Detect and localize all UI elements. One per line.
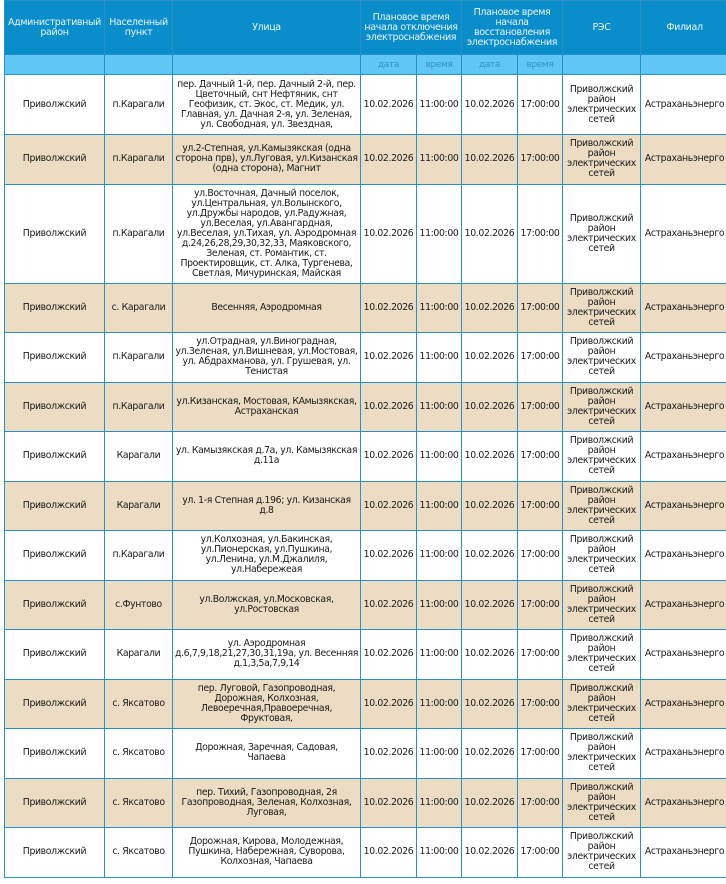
table-header (5, 1, 726, 75)
cell-end-time: 17:00:00 (518, 828, 563, 878)
cell-end-date: 10.02.2026 (462, 481, 518, 531)
cell-locality: Карагали (105, 630, 173, 680)
subheader-empty (563, 55, 641, 75)
cell-locality: с. Яксатово (105, 778, 173, 828)
cell-locality: с.Фунтово (105, 580, 173, 630)
cell-end-time: 17:00:00 (518, 679, 563, 729)
cell-branch: Астраханьэнерго (641, 630, 726, 680)
cell-locality: п.Карагали (105, 135, 173, 185)
cell-branch: Астраханьэнерго (641, 828, 726, 878)
cell-res: Приволжский район электрических сетей (563, 679, 641, 729)
cell-start-date: 10.02.2026 (361, 432, 417, 482)
cell-start-time: 11:00:00 (417, 283, 462, 333)
cell-locality: Карагали (105, 432, 173, 482)
cell-res: Приволжский район электрических сетей (563, 135, 641, 185)
cell-street: ул. 1-я Степная д.196; ул. Кизанская д.8 (173, 481, 361, 531)
cell-start-time: 11:00:00 (417, 432, 462, 482)
table-row (5, 135, 726, 185)
cell-street: пер. Луговой, Газопроводная, Дорожная, Колхозная, Левоеречная,Правоеречная, Фруктовая, (173, 679, 361, 729)
cell-branch: Астраханьэнерго (641, 481, 726, 531)
cell-end-time: 17:00:00 (518, 481, 563, 531)
header-row (5, 1, 726, 55)
subheader-start-time: время (417, 55, 462, 75)
cell-start-time: 11:00:00 (417, 382, 462, 432)
table-row (5, 679, 726, 729)
cell-branch: Астраханьэнерго (641, 432, 726, 482)
cell-start-time: 11:00:00 (417, 778, 462, 828)
cell-end-time: 17:00:00 (518, 382, 563, 432)
table-row (5, 828, 726, 878)
cell-branch: Астраханьэнерго (641, 531, 726, 581)
cell-start-time: 11:00:00 (417, 75, 462, 135)
cell-start-date: 10.02.2026 (361, 283, 417, 333)
subheader-empty (641, 55, 726, 75)
cell-district: Приволжский (5, 679, 105, 729)
cell-district: Приволжский (5, 135, 105, 185)
cell-end-date: 10.02.2026 (462, 283, 518, 333)
cell-start-date: 10.02.2026 (361, 333, 417, 383)
cell-district: Приволжский (5, 778, 105, 828)
cell-street: ул. Аэродромная д.6,7,9,18,21,27,30,31,19а, ул. Весенняя д.1,3,5а,7,9,14 (173, 630, 361, 680)
cell-start-date: 10.02.2026 (361, 531, 417, 581)
cell-locality: Карагали (105, 481, 173, 531)
cell-end-date: 10.02.2026 (462, 432, 518, 482)
cell-branch: Астраханьэнерго (641, 333, 726, 383)
cell-start-date: 10.02.2026 (361, 729, 417, 779)
header-locality: Населенный пункт (105, 1, 173, 55)
cell-district: Приволжский (5, 580, 105, 630)
cell-end-date: 10.02.2026 (462, 333, 518, 383)
cell-start-date: 10.02.2026 (361, 580, 417, 630)
subheader-empty (5, 55, 105, 75)
cell-end-time: 17:00:00 (518, 283, 563, 333)
cell-branch: Астраханьэнерго (641, 679, 726, 729)
cell-start-time: 11:00:00 (417, 679, 462, 729)
cell-district: Приволжский (5, 481, 105, 531)
cell-locality: с. Яксатово (105, 828, 173, 878)
cell-district: Приволжский (5, 432, 105, 482)
cell-start-date: 10.02.2026 (361, 630, 417, 680)
cell-locality: п.Карагали (105, 75, 173, 135)
cell-branch: Астраханьэнерго (641, 580, 726, 630)
cell-res: Приволжский район электрических сетей (563, 531, 641, 581)
cell-end-date: 10.02.2026 (462, 729, 518, 779)
cell-branch: Астраханьэнерго (641, 778, 726, 828)
subheader-row (5, 55, 726, 75)
cell-street: ул.Колхозная, ул.Бакинская, ул.Пионерская, ул.Пушкина, ул.Ленина, ул.М.Джалиля, ул.Набережеая (173, 531, 361, 581)
cell-street: Дорожная, Заречная, Садовая, Чапаева (173, 729, 361, 779)
table-row (5, 580, 726, 630)
cell-res: Приволжский район электрических сетей (563, 481, 641, 531)
cell-start-time: 11:00:00 (417, 135, 462, 185)
cell-res: Приволжский район электрических сетей (563, 580, 641, 630)
cell-branch: Астраханьэнерго (641, 184, 726, 283)
table-row (5, 184, 726, 283)
cell-branch: Астраханьэнерго (641, 75, 726, 135)
cell-res: Приволжский район электрических сетей (563, 432, 641, 482)
cell-start-date: 10.02.2026 (361, 75, 417, 135)
cell-district: Приволжский (5, 630, 105, 680)
cell-start-time: 11:00:00 (417, 630, 462, 680)
cell-end-date: 10.02.2026 (462, 828, 518, 878)
cell-district: Приволжский (5, 184, 105, 283)
cell-start-date: 10.02.2026 (361, 135, 417, 185)
cell-branch: Астраханьэнерго (641, 729, 726, 779)
cell-res: Приволжский район электрических сетей (563, 630, 641, 680)
cell-street: ул.Восточная, Дачный поселок, ул.Центральная, ул.Волынского, ул.Дружбы народов, ул.Радужная, ул.Веселая, ул.Авангардная, ул.Веселая, ул.Тихая, ул. Аэродромная д.24,26,28,29,30,32,33, Маяковского, Зеленая, ст. Романтик, ст. Проектировщик, ст. Алка, Тургенева, Светлая, Мичуринская, Майская (173, 184, 361, 283)
cell-locality: п.Карагали (105, 382, 173, 432)
header-outage-start: Плановое время начала отключения электроснабжения (361, 1, 462, 55)
cell-street: ул.2-Степная, ул.Камызякская (одна сторона прв), ул.Луговая, ул.Кизанская (одна сторона), Магнит (173, 135, 361, 185)
cell-locality: с. Яксатово (105, 729, 173, 779)
cell-street: ул.Отрадная, ул.Виноградная, ул.Зеленая, ул.Вишневая, ул.Мостовая, ул. Абдрахманова, ул. Грушевая, ул. Тенистая (173, 333, 361, 383)
cell-end-date: 10.02.2026 (462, 679, 518, 729)
cell-start-time: 11:00:00 (417, 481, 462, 531)
cell-res: Приволжский район электрических сетей (563, 283, 641, 333)
cell-end-time: 17:00:00 (518, 778, 563, 828)
cell-start-time: 11:00:00 (417, 531, 462, 581)
cell-start-time: 11:00:00 (417, 184, 462, 283)
cell-street: ул. Камызякская д.7а, ул. Камызякская д.11а (173, 432, 361, 482)
cell-end-time: 17:00:00 (518, 729, 563, 779)
header-district: Административный район (5, 1, 105, 55)
table-body (5, 75, 726, 878)
power-outage-table (4, 0, 726, 878)
header-street: Улица (173, 1, 361, 55)
cell-start-time: 11:00:00 (417, 580, 462, 630)
cell-start-time: 11:00:00 (417, 729, 462, 779)
cell-start-date: 10.02.2026 (361, 828, 417, 878)
cell-res: Приволжский район электрических сетей (563, 382, 641, 432)
cell-start-date: 10.02.2026 (361, 778, 417, 828)
cell-street: ул.Кизанская, Мостовая, КАмызякская, Астраханская (173, 382, 361, 432)
subheader-start-date: дата (361, 55, 417, 75)
cell-start-date: 10.02.2026 (361, 382, 417, 432)
cell-district: Приволжский (5, 382, 105, 432)
cell-district: Приволжский (5, 75, 105, 135)
cell-branch: Астраханьэнерго (641, 283, 726, 333)
cell-end-date: 10.02.2026 (462, 630, 518, 680)
cell-start-time: 11:00:00 (417, 333, 462, 383)
cell-res: Приволжский район электрических сетей (563, 75, 641, 135)
cell-end-time: 17:00:00 (518, 184, 563, 283)
table-row (5, 333, 726, 383)
header-branch: Филиал (641, 1, 726, 55)
cell-end-date: 10.02.2026 (462, 135, 518, 185)
cell-end-date: 10.02.2026 (462, 184, 518, 283)
subheader-end-date: дата (462, 55, 518, 75)
cell-res: Приволжский район электрических сетей (563, 184, 641, 283)
subheader-end-time: время (518, 55, 563, 75)
subheader-empty (173, 55, 361, 75)
cell-end-date: 10.02.2026 (462, 778, 518, 828)
subheader-empty (105, 55, 173, 75)
cell-end-time: 17:00:00 (518, 432, 563, 482)
cell-street: ул.Волжская, ул.Московская, ул.Ростовская (173, 580, 361, 630)
cell-start-date: 10.02.2026 (361, 184, 417, 283)
cell-end-date: 10.02.2026 (462, 382, 518, 432)
table-row (5, 481, 726, 531)
cell-res: Приволжский район электрических сетей (563, 729, 641, 779)
cell-end-time: 17:00:00 (518, 333, 563, 383)
cell-locality: п.Карагали (105, 333, 173, 383)
table-row (5, 778, 726, 828)
cell-street: Весенняя, Аэродромная (173, 283, 361, 333)
cell-start-date: 10.02.2026 (361, 481, 417, 531)
cell-locality: с. Карагали (105, 283, 173, 333)
header-outage-end: Плановое время начала восстановления электроснабжения (462, 1, 563, 55)
cell-street: Дорожная, Кирова, Молодежная, Пушкина, Набережная, Суворова, Колхозная, Чапаева (173, 828, 361, 878)
cell-branch: Астраханьэнерго (641, 382, 726, 432)
cell-res: Приволжский район электрических сетей (563, 333, 641, 383)
cell-street: пер. Дачный 1-й, пер. Дачный 2-й, пер. Цветочный, снт Нефтяник, снт Геофизик, ст. Экос, ст. Медик, ул. Главная, ул. Дачная 2-я, ул. Зеленая, ул. Свободная, ул. Звездная, (173, 75, 361, 135)
cell-district: Приволжский (5, 531, 105, 581)
cell-locality: п.Карагали (105, 184, 173, 283)
table-row (5, 630, 726, 680)
cell-district: Приволжский (5, 828, 105, 878)
header-res: РЭС (563, 1, 641, 55)
cell-district: Приволжский (5, 283, 105, 333)
cell-end-date: 10.02.2026 (462, 531, 518, 581)
table-row (5, 729, 726, 779)
table-row (5, 283, 726, 333)
cell-branch: Астраханьэнерго (641, 135, 726, 185)
cell-res: Приволжский район электрических сетей (563, 778, 641, 828)
table-row (5, 382, 726, 432)
cell-end-date: 10.02.2026 (462, 580, 518, 630)
cell-res: Приволжский район электрических сетей (563, 828, 641, 878)
cell-street: пер. Тихий, Газопроводная, 2я Газопроводная, Зеленая, Колхозная, Луговая, (173, 778, 361, 828)
cell-locality: с. Яксатово (105, 679, 173, 729)
cell-end-time: 17:00:00 (518, 135, 563, 185)
cell-district: Приволжский (5, 729, 105, 779)
table-row (5, 531, 726, 581)
cell-end-date: 10.02.2026 (462, 75, 518, 135)
cell-end-time: 17:00:00 (518, 75, 563, 135)
table-row (5, 75, 726, 135)
cell-end-time: 17:00:00 (518, 630, 563, 680)
cell-locality: п.Карагали (105, 531, 173, 581)
table-row (5, 432, 726, 482)
cell-end-time: 17:00:00 (518, 531, 563, 581)
cell-end-time: 17:00:00 (518, 580, 563, 630)
cell-start-date: 10.02.2026 (361, 679, 417, 729)
cell-start-time: 11:00:00 (417, 828, 462, 878)
cell-district: Приволжский (5, 333, 105, 383)
